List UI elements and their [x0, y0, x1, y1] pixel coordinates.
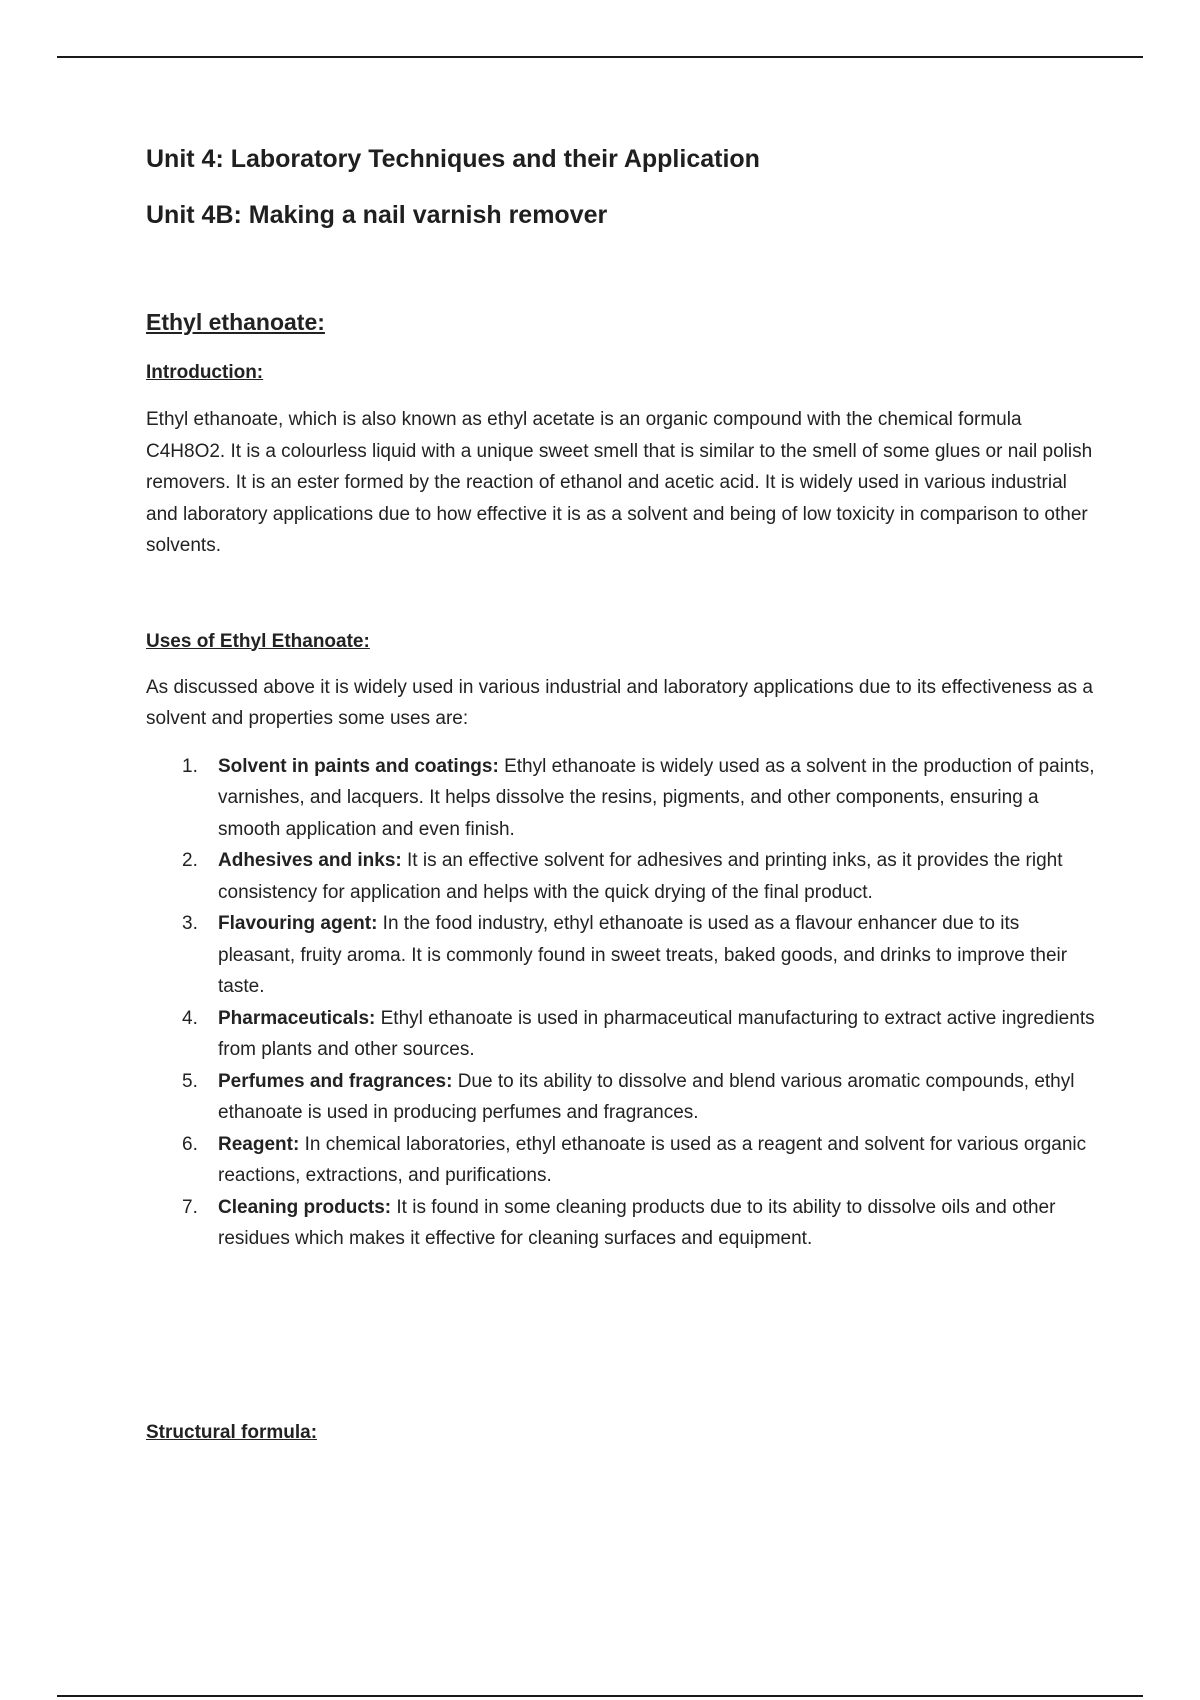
unit-title: Unit 4: Laboratory Techniques and their Application [146, 145, 760, 173]
list-item-term: Reagent: [218, 1133, 300, 1155]
structural-formula-heading: Structural formula: [146, 1421, 318, 1443]
list-item-term: Flavouring agent: [218, 913, 378, 934]
list-item [146, 1192, 1096, 1255]
list-item-text: It is an effective solvent for adhesives and printing inks, as it provides the right consistency for application and helps with the quick drying of the final product. [218, 850, 1063, 903]
sub-unit-title: Unit 4B: Making a nail varnish remover [146, 201, 608, 229]
list-item-number: 3. [182, 913, 198, 934]
list-item [146, 845, 1096, 908]
introduction-paragraph: Ethyl ethanoate, which is also known as ethyl acetate is an organic compound with the chemical formula C4H8O2. It is a colourless liquid with a unique sweet smell that is similar to the smell of some glues or nail polish removers. It is an ester formed by the reaction of ethanol and acetic acid. It is widely used in various industrial and laboratory applications due to how effective it is as a solvent and being of low toxicity in comparison to other solvents. [146, 409, 1093, 556]
header-rule [57, 56, 1143, 58]
list-item-number: 1. [182, 755, 198, 777]
list-item-number: 4. [182, 1007, 198, 1029]
list-item-term: Pharmaceuticals: [218, 1007, 376, 1029]
list-item-number: 6. [182, 1133, 198, 1155]
list-item-text: In the food industry, ethyl ethanoate is used as a flavour enhancer due to its pleasant, fruity aroma. It is commonly found in sweet treats, baked goods, and drinks to improve their taste. [218, 913, 1068, 997]
list-item [146, 908, 1096, 1003]
section-heading: Ethyl ethanoate: [146, 309, 325, 335]
list-item-term: Cleaning products: [218, 1196, 392, 1218]
uses-list [146, 751, 1096, 1255]
list-item [146, 1066, 1096, 1129]
list-item-text: It is found in some cleaning products due to its ability to dissolve oils and other residues which makes it effective for cleaning surfaces and equipment. [218, 1196, 1056, 1249]
list-item-number: 2. [182, 850, 198, 871]
list-item [146, 751, 1096, 846]
list-item [146, 1003, 1096, 1066]
list-item-text: Due to its ability to dissolve and blend various aromatic compounds, ethyl ethanoate is used in producing perfumes and fragrances. [218, 1070, 1075, 1123]
document-body [146, 142, 1096, 1446]
list-item-text: Ethyl ethanoate is used in pharmaceutical manufacturing to extract active ingredients from plants and other sources. [218, 1007, 1095, 1060]
list-item-text: Ethyl ethanoate is widely used as a solvent in the production of paints, varnishes, and lacquers. It helps dissolve the resins, pigments, and other components, ensuring a smooth application and even finish. [218, 755, 1095, 840]
footer-rule [57, 1695, 1143, 1697]
list-item-term: Solvent in paints and coatings: [218, 755, 499, 777]
list-item-number: 5. [182, 1070, 198, 1092]
introduction-heading: Introduction: [146, 362, 264, 383]
list-item-number: 7. [182, 1196, 198, 1218]
uses-heading: Uses of Ethyl Ethanoate: [146, 630, 370, 652]
list-item-text: In chemical laboratories, ethyl ethanoate is used as a reagent and solvent for various organic reactions, extractions, and purifications. [218, 1133, 1087, 1186]
list-item [146, 1129, 1096, 1192]
list-item-term: Adhesives and inks: [218, 850, 402, 871]
list-item-term: Perfumes and fragrances: [218, 1070, 453, 1092]
uses-intro-paragraph: As discussed above it is widely used in various industrial and laboratory applications due to its effectiveness as a solvent and properties some uses are: [146, 676, 1094, 729]
